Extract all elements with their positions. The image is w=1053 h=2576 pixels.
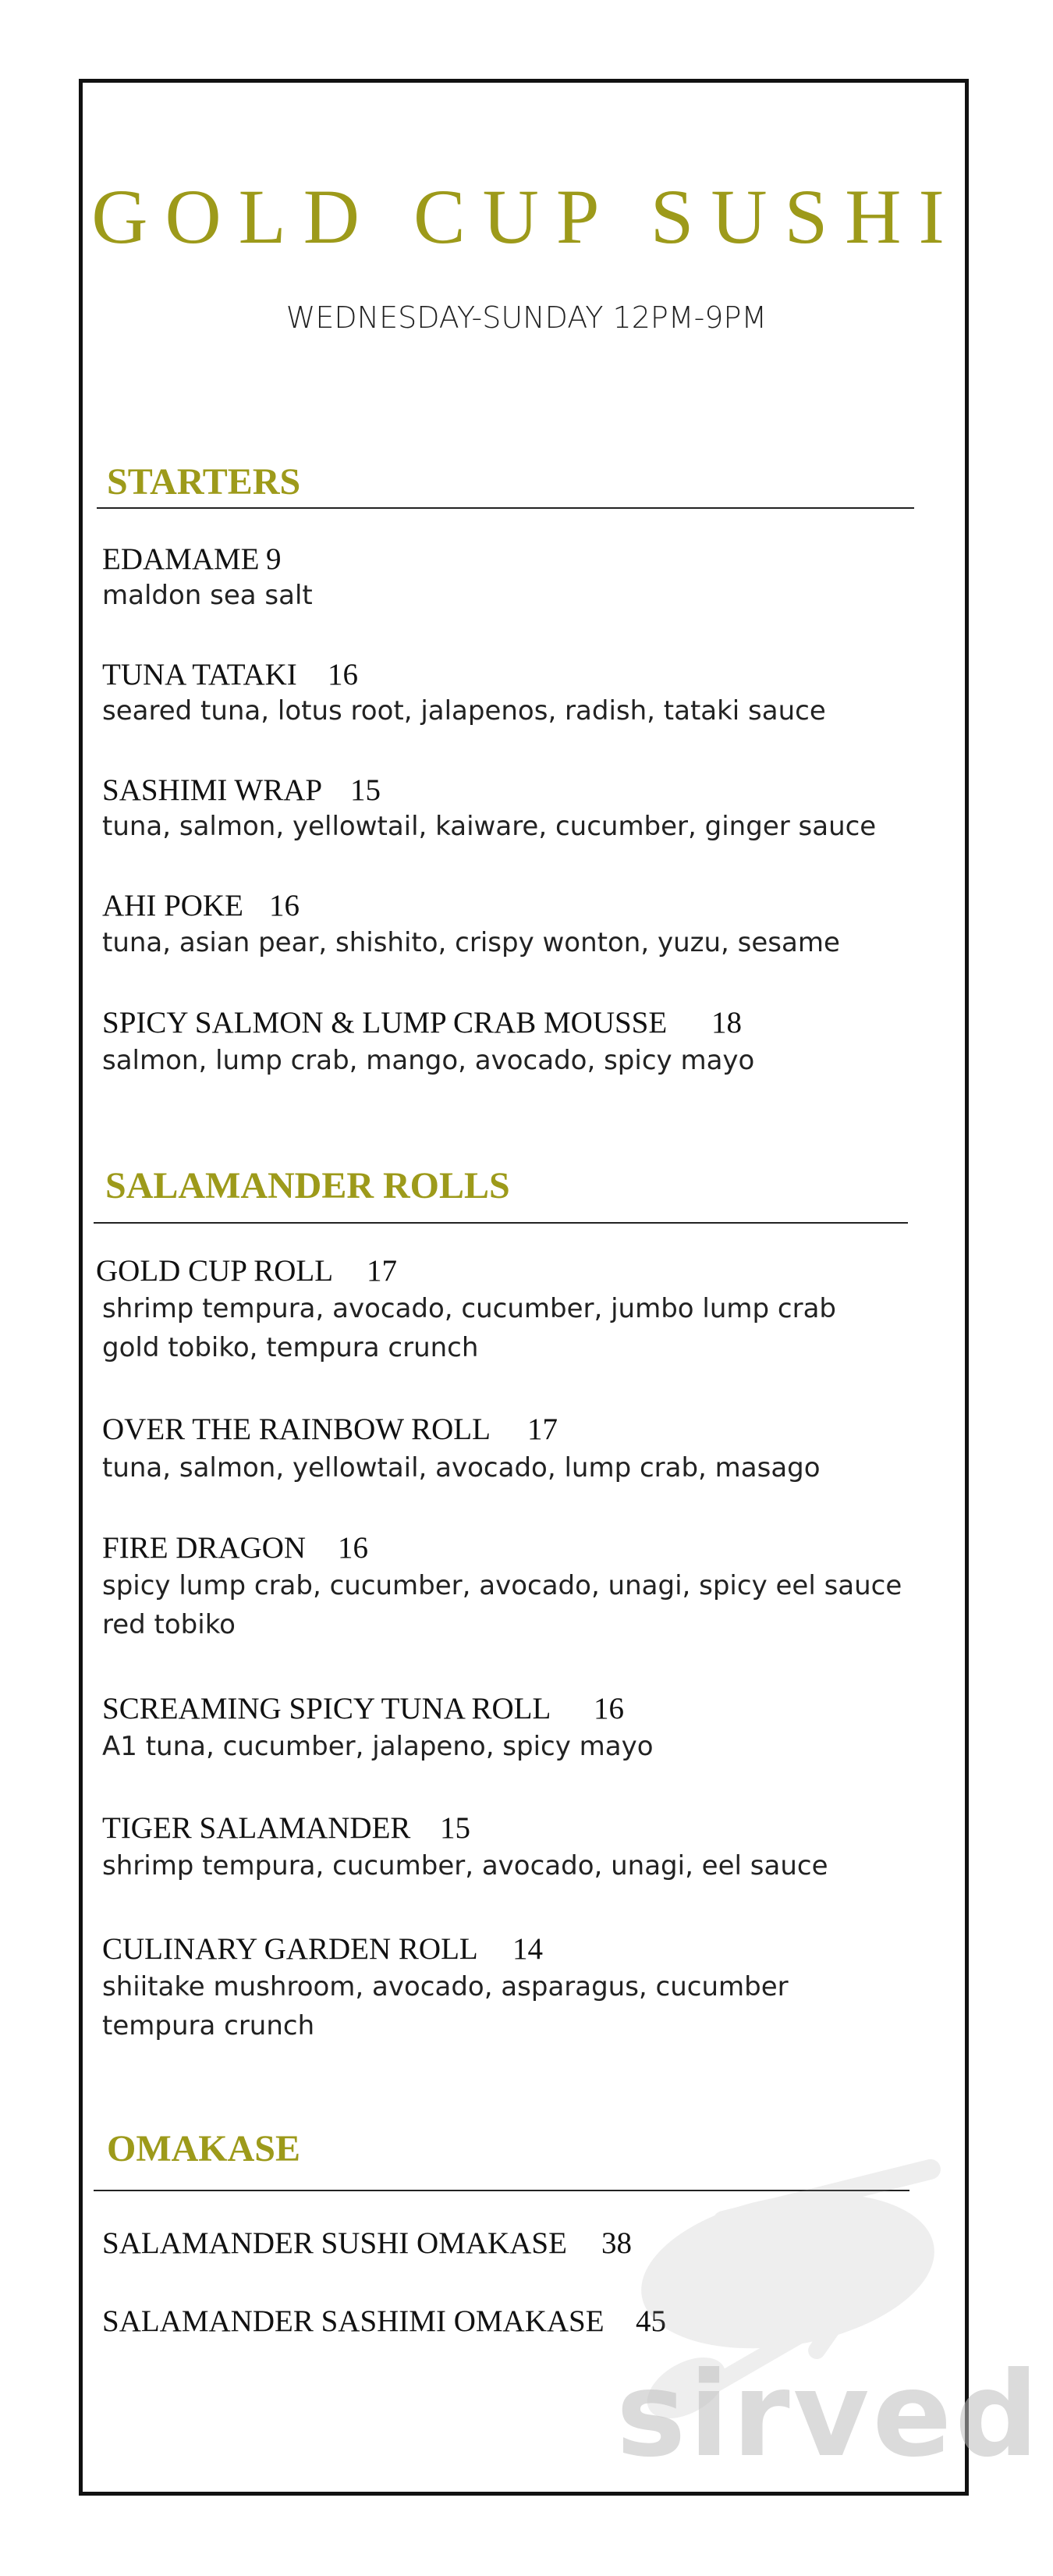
menu-item-description: tuna, asian pear, shishito, crispy wonton, yuzu, sesame [102,927,840,958]
section-divider [97,507,914,509]
menu-item-name: SALAMANDER SUSHI OMAKASE [102,2226,567,2260]
menu-item-name: AHI POKE [102,889,243,922]
menu-item-description: gold tobiko, tempura crunch [102,1332,479,1363]
menu-item-price: 16 [269,889,300,922]
opening-hours: WEDNESDAY-SUNDAY 12PM-9PM [285,300,768,335]
menu-item-name: TIGER SALAMANDER [102,1811,411,1845]
menu-item-price: 15 [350,773,381,807]
menu-item-name: CULINARY GARDEN ROLL [102,1932,478,1966]
menu-item-description: shiitake mushroom, avocado, asparagus, cucumber [102,1971,789,2002]
watermark-text: sirved [616,2347,1042,2483]
menu-item-name: TUNA TATAKI [102,658,297,691]
restaurant-name: GOLD CUP SUSHI [91,173,962,260]
menu-item-name: SASHIMI WRAP [102,773,323,807]
menu-item-price: 16 [328,658,358,691]
menu-item-price: 16 [594,1692,624,1725]
menu-item-price: 18 [711,1006,742,1039]
menu-item-description: red tobiko [102,1609,236,1640]
menu-item-price: 16 [338,1531,368,1565]
menu-item-name: SPICY SALMON & LUMP CRAB MOUSSE [102,1006,668,1039]
section-title-omakase: OMAKASE [107,2128,301,2169]
menu-item-name: SCREAMING SPICY TUNA ROLL [102,1692,551,1725]
menu-item-description: tuna, salmon, yellowtail, avocado, lump crab, masago [102,1452,821,1483]
menu-item-price: 9 [266,542,282,576]
menu-item-description: salmon, lump crab, mango, avocado, spicy mayo [102,1045,755,1076]
menu-item-price: 45 [636,2304,666,2338]
menu-item-description: A1 tuna, cucumber, jalapeno, spicy mayo [102,1731,654,1762]
menu-item-name: GOLD CUP ROLL [96,1254,334,1288]
menu-item-price: 38 [601,2226,632,2260]
menu-item-description: tempura crunch [102,2010,315,2041]
menu-item-name: OVER THE RAINBOW ROLL [102,1412,491,1446]
menu-item-price: 15 [440,1811,470,1845]
menu-item-description: maldon sea salt [102,580,313,611]
section-title-starters: STARTERS [107,461,301,503]
menu-item-price: 14 [512,1932,543,1966]
menu-item-description: seared tuna, lotus root, jalapenos, radish, tataki sauce [102,695,826,727]
menu-item-description: shrimp tempura, avocado, cucumber, jumbo lump crab [102,1293,837,1324]
menu-item-price: 17 [527,1412,558,1446]
menu-item-name: SALAMANDER SASHIMI OMAKASE [102,2304,604,2338]
menu-item-description: tuna, salmon, yellowtail, kaiware, cucumber, ginger sauce [102,811,877,842]
menu-item-name: EDAMAME [102,542,260,576]
section-divider [94,1222,908,1224]
menu-item-price: 17 [367,1254,397,1288]
menu-item-description: spicy lump crab, cucumber, avocado, unagi, spicy eel sauce [102,1570,902,1601]
menu-item-name: FIRE DRAGON [102,1531,307,1565]
menu-item-description: shrimp tempura, cucumber, avocado, unagi, eel sauce [102,1850,828,1881]
section-title-rolls: SALAMANDER ROLLS [105,1165,510,1206]
